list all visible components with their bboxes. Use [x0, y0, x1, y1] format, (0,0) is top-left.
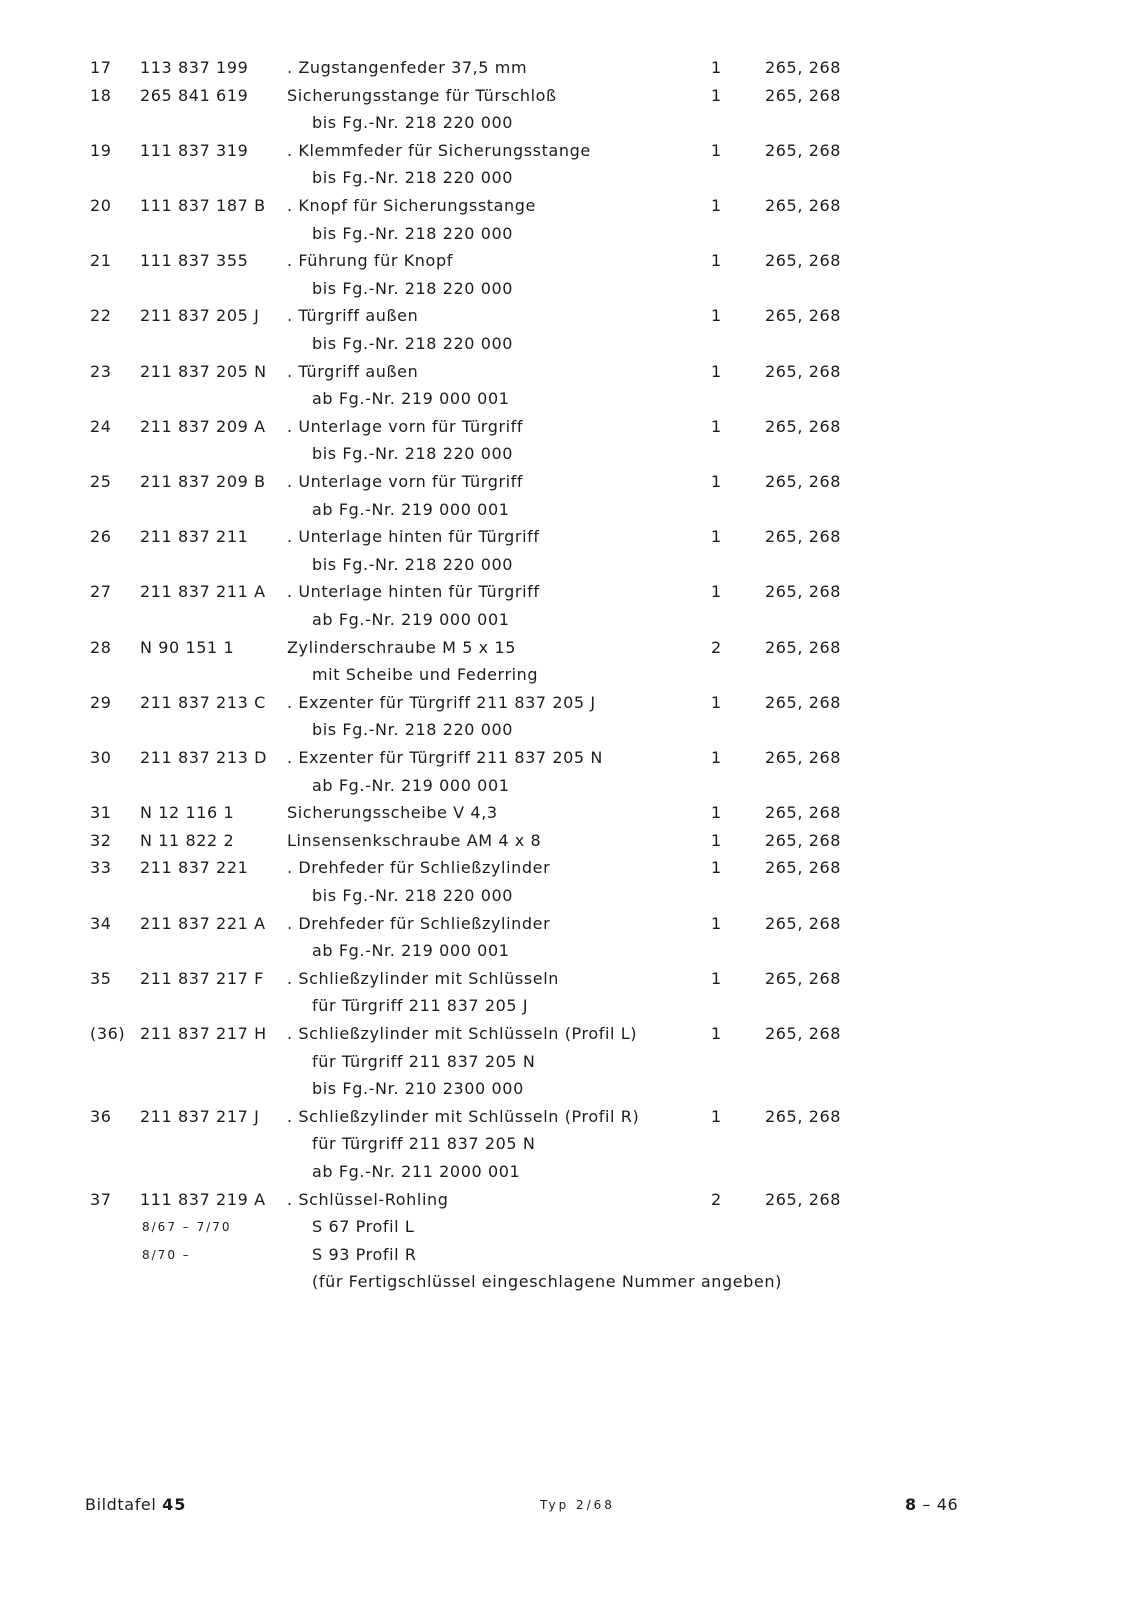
chassis-note: für Türgriff 211 837 205 N — [312, 1051, 536, 1071]
key-note: (für Fertigschlüssel eingeschlagene Nummer angeben) — [312, 1272, 782, 1292]
parts-row-note — [0, 441, 1137, 467]
chassis-note: ab Fg.-Nr. 219 000 001 — [312, 499, 510, 519]
parts-row — [0, 1187, 1137, 1213]
chassis-note: bis Fg.-Nr. 218 220 000 — [312, 720, 514, 740]
parts-row-note — [0, 110, 1137, 136]
vehicle-types: 265, 268 — [765, 140, 842, 160]
part-number: 211 837 205 J — [140, 306, 260, 326]
parts-row — [0, 469, 1137, 495]
part-description: Linsensenkschraube AM 4 x 8 — [287, 830, 542, 850]
parts-row — [0, 1104, 1137, 1130]
chassis-note: bis Fg.-Nr. 218 220 000 — [312, 113, 514, 133]
part-number: 211 837 221 A — [140, 913, 266, 933]
part-description: . Türgriff außen — [287, 306, 419, 326]
parts-row — [0, 193, 1137, 219]
vehicle-types: 265, 268 — [765, 416, 842, 436]
parts-row — [0, 138, 1137, 164]
page-section: 8 — [905, 1495, 917, 1514]
part-number: 111 837 187 B — [140, 196, 266, 215]
parts-row-note — [0, 1131, 1137, 1157]
vehicle-types: 265, 268 — [765, 1106, 842, 1126]
parts-row — [0, 690, 1137, 716]
parts-row-note — [0, 165, 1137, 191]
key-note-row — [0, 1269, 1137, 1295]
vehicle-types: 265, 268 — [765, 637, 842, 657]
vehicle-types: 265, 268 — [765, 306, 842, 326]
chassis-note: bis Fg.-Nr. 218 220 000 — [312, 886, 514, 905]
vehicle-types: 265, 268 — [765, 1024, 842, 1043]
part-description: . Exzenter für Türgriff 211 837 205 N — [287, 748, 603, 767]
vehicle-types: 265, 268 — [765, 582, 842, 602]
key-blank-dates: 8/70 – — [142, 1247, 191, 1262]
quantity: 1 — [711, 830, 722, 850]
part-number: 265 841 619 — [140, 85, 249, 105]
vehicle-types: 265, 268 — [765, 361, 842, 381]
quantity: 1 — [711, 527, 722, 547]
part-number: 211 837 211 A — [140, 582, 266, 602]
quantity: 1 — [711, 913, 722, 933]
parts-row-note — [0, 1076, 1137, 1102]
quantity: 1 — [711, 803, 722, 823]
chassis-note: für Türgriff 211 837 205 N — [312, 1134, 536, 1154]
item-number: 29 — [90, 692, 112, 712]
part-number: 113 837 199 — [140, 58, 249, 77]
key-blank-row — [0, 1242, 1137, 1268]
vehicle-types: 265, 268 — [765, 692, 842, 712]
vehicle-types: 265, 268 — [765, 913, 842, 933]
quantity: 2 — [711, 637, 722, 657]
vehicle-types: 265, 268 — [765, 803, 842, 823]
item-number: 26 — [90, 527, 112, 547]
quantity: 1 — [711, 251, 722, 271]
part-number: 211 837 209 B — [140, 472, 266, 491]
item-number: 34 — [90, 913, 112, 933]
part-description: . Zugstangenfeder 37,5 mm — [287, 58, 528, 77]
vehicle-types: 265, 268 — [765, 968, 842, 988]
part-number: 111 837 355 — [140, 251, 249, 271]
part-number: 211 837 217 H — [140, 1024, 267, 1043]
part-description: . Schließzylinder mit Schlüsseln (Profil R) — [287, 1106, 640, 1126]
part-number: N 90 151 1 — [140, 637, 235, 657]
part-number: 211 837 213 C — [140, 692, 266, 712]
parts-row — [0, 248, 1137, 274]
parts-row-note — [0, 276, 1137, 302]
item-number: 30 — [90, 748, 112, 767]
vehicle-types: 265, 268 — [765, 1189, 842, 1209]
item-number: 24 — [90, 416, 112, 436]
part-number: 111 837 219 A — [140, 1189, 266, 1209]
plate-number: 45 — [162, 1495, 187, 1514]
parts-row-note — [0, 662, 1137, 688]
page-dash: – — [922, 1495, 932, 1514]
part-number: 211 837 221 — [140, 858, 249, 878]
parts-row-note — [0, 938, 1137, 964]
parts-row — [0, 635, 1137, 661]
chassis-note: bis Fg.-Nr. 218 220 000 — [312, 223, 514, 243]
quantity: 1 — [711, 58, 722, 77]
parts-row — [0, 303, 1137, 329]
parts-row-note — [0, 386, 1137, 412]
item-number: 18 — [90, 85, 112, 105]
vehicle-types: 265, 268 — [765, 830, 842, 850]
quantity: 1 — [711, 582, 722, 602]
item-number: 32 — [90, 830, 112, 850]
part-description: . Drehfeder für Schließzylinder — [287, 913, 551, 933]
part-description: . Unterlage hinten für Türgriff — [287, 527, 540, 547]
key-blank-dates: 8/67 – 7/70 — [142, 1220, 232, 1235]
chassis-note: ab Fg.-Nr. 219 000 001 — [312, 389, 510, 409]
chassis-note: mit Scheibe und Federring — [312, 665, 539, 685]
parts-row — [0, 579, 1137, 605]
chassis-note: bis Fg.-Nr. 218 220 000 — [312, 168, 514, 188]
item-number: 31 — [90, 803, 112, 823]
parts-row — [0, 1021, 1137, 1047]
parts-row — [0, 359, 1137, 385]
parts-row — [0, 83, 1137, 109]
item-number: 21 — [90, 251, 112, 271]
part-description: . Knopf für Sicherungsstange — [287, 196, 536, 215]
parts-row-note — [0, 607, 1137, 633]
part-number: 211 837 205 N — [140, 361, 267, 381]
part-description: . Drehfeder für Schließzylinder — [287, 858, 551, 878]
quantity: 1 — [711, 1024, 722, 1043]
key-blank-code: S 67 Profil L — [312, 1217, 415, 1237]
chassis-note: bis Fg.-Nr. 210 2300 000 — [312, 1079, 524, 1099]
part-description: . Führung für Knopf — [287, 251, 453, 271]
item-number: 35 — [90, 968, 112, 988]
quantity: 1 — [711, 196, 722, 215]
chassis-note: bis Fg.-Nr. 218 220 000 — [312, 278, 514, 298]
part-number: 211 837 209 A — [140, 416, 266, 436]
parts-row-note — [0, 993, 1137, 1019]
parts-row — [0, 800, 1137, 826]
chassis-note: ab Fg.-Nr. 211 2000 001 — [312, 1162, 521, 1181]
vehicle-types: 265, 268 — [765, 251, 842, 271]
chassis-note: für Türgriff 211 837 205 J — [312, 996, 529, 1016]
parts-row-note — [0, 883, 1137, 909]
part-description: . Unterlage vorn für Türgriff — [287, 472, 524, 491]
parts-row-note — [0, 497, 1137, 523]
part-description: . Unterlage vorn für Türgriff — [287, 416, 524, 436]
quantity: 1 — [711, 968, 722, 988]
vehicle-types: 265, 268 — [765, 58, 842, 77]
item-number: 20 — [90, 196, 112, 215]
page-number — [905, 1492, 958, 1518]
parts-row — [0, 745, 1137, 771]
key-blank-code: S 93 Profil R — [312, 1244, 417, 1264]
item-number: (36) — [90, 1024, 126, 1043]
parts-row — [0, 55, 1137, 81]
part-number: N 11 822 2 — [140, 830, 235, 850]
part-number: 211 837 217 J — [140, 1106, 260, 1126]
part-description: Zylinderschraube M 5 x 15 — [287, 637, 516, 657]
vehicle-types: 265, 268 — [765, 472, 842, 491]
item-number: 17 — [90, 58, 112, 77]
part-number: 211 837 211 — [140, 527, 249, 547]
part-description: Sicherungsstange für Türschloß — [287, 85, 557, 105]
parts-row-note — [0, 552, 1137, 578]
part-description: Sicherungsscheibe V 4,3 — [287, 803, 498, 823]
vehicle-types: 265, 268 — [765, 527, 842, 547]
parts-row — [0, 414, 1137, 440]
parts-row-note — [0, 773, 1137, 799]
part-number: 211 837 213 D — [140, 748, 267, 767]
plate-reference — [85, 1492, 186, 1518]
item-number: 22 — [90, 306, 112, 326]
chassis-note: bis Fg.-Nr. 218 220 000 — [312, 444, 514, 464]
parts-row — [0, 855, 1137, 881]
quantity: 1 — [711, 416, 722, 436]
chassis-note: bis Fg.-Nr. 218 220 000 — [312, 334, 514, 353]
quantity: 1 — [711, 361, 722, 381]
item-number: 27 — [90, 582, 112, 602]
quantity: 1 — [711, 748, 722, 767]
vehicle-types: 265, 268 — [765, 748, 842, 767]
page-footer — [0, 1492, 1137, 1518]
chassis-note: ab Fg.-Nr. 219 000 001 — [312, 941, 510, 961]
item-number: 23 — [90, 361, 112, 381]
item-number: 25 — [90, 472, 112, 491]
quantity: 1 — [711, 1106, 722, 1126]
quantity: 1 — [711, 85, 722, 105]
page-index: 46 — [936, 1495, 959, 1514]
quantity: 1 — [711, 692, 722, 712]
quantity: 2 — [711, 1189, 722, 1209]
part-description: . Türgriff außen — [287, 361, 419, 381]
item-number: 28 — [90, 637, 112, 657]
part-description: . Unterlage hinten für Türgriff — [287, 582, 540, 602]
parts-row-note — [0, 1159, 1137, 1185]
parts-row-note — [0, 221, 1137, 247]
part-description: . Exzenter für Türgriff 211 837 205 J — [287, 692, 596, 712]
parts-row — [0, 966, 1137, 992]
vehicle-types: 265, 268 — [765, 196, 842, 215]
part-number: 211 837 217 F — [140, 968, 264, 988]
chassis-note: ab Fg.-Nr. 219 000 001 — [312, 775, 510, 795]
item-number: 19 — [90, 140, 112, 160]
part-description: . Klemmfeder für Sicherungsstange — [287, 140, 591, 160]
vehicle-types: 265, 268 — [765, 85, 842, 105]
parts-row-note — [0, 1049, 1137, 1075]
quantity: 1 — [711, 140, 722, 160]
parts-row — [0, 524, 1137, 550]
parts-row-note — [0, 331, 1137, 357]
type-label: Typ 2/68 — [540, 1498, 615, 1512]
chassis-note: bis Fg.-Nr. 218 220 000 — [312, 554, 514, 574]
parts-row — [0, 911, 1137, 937]
quantity: 1 — [711, 472, 722, 491]
key-blank-row — [0, 1214, 1137, 1240]
parts-row-note — [0, 717, 1137, 743]
part-description: . Schlüssel-Rohling — [287, 1189, 449, 1209]
item-number: 36 — [90, 1106, 112, 1126]
parts-row — [0, 828, 1137, 854]
chassis-note: ab Fg.-Nr. 219 000 001 — [312, 610, 510, 629]
part-number: N 12 116 1 — [140, 803, 235, 823]
part-description: . Schließzylinder mit Schlüsseln — [287, 968, 560, 988]
part-description: . Schließzylinder mit Schlüsseln (Profil L) — [287, 1024, 638, 1043]
plate-label: Bildtafel — [85, 1495, 157, 1514]
part-number: 111 837 319 — [140, 140, 249, 160]
item-number: 33 — [90, 858, 112, 878]
quantity: 1 — [711, 306, 722, 326]
item-number: 37 — [90, 1189, 112, 1209]
vehicle-types: 265, 268 — [765, 858, 842, 878]
quantity: 1 — [711, 858, 722, 878]
